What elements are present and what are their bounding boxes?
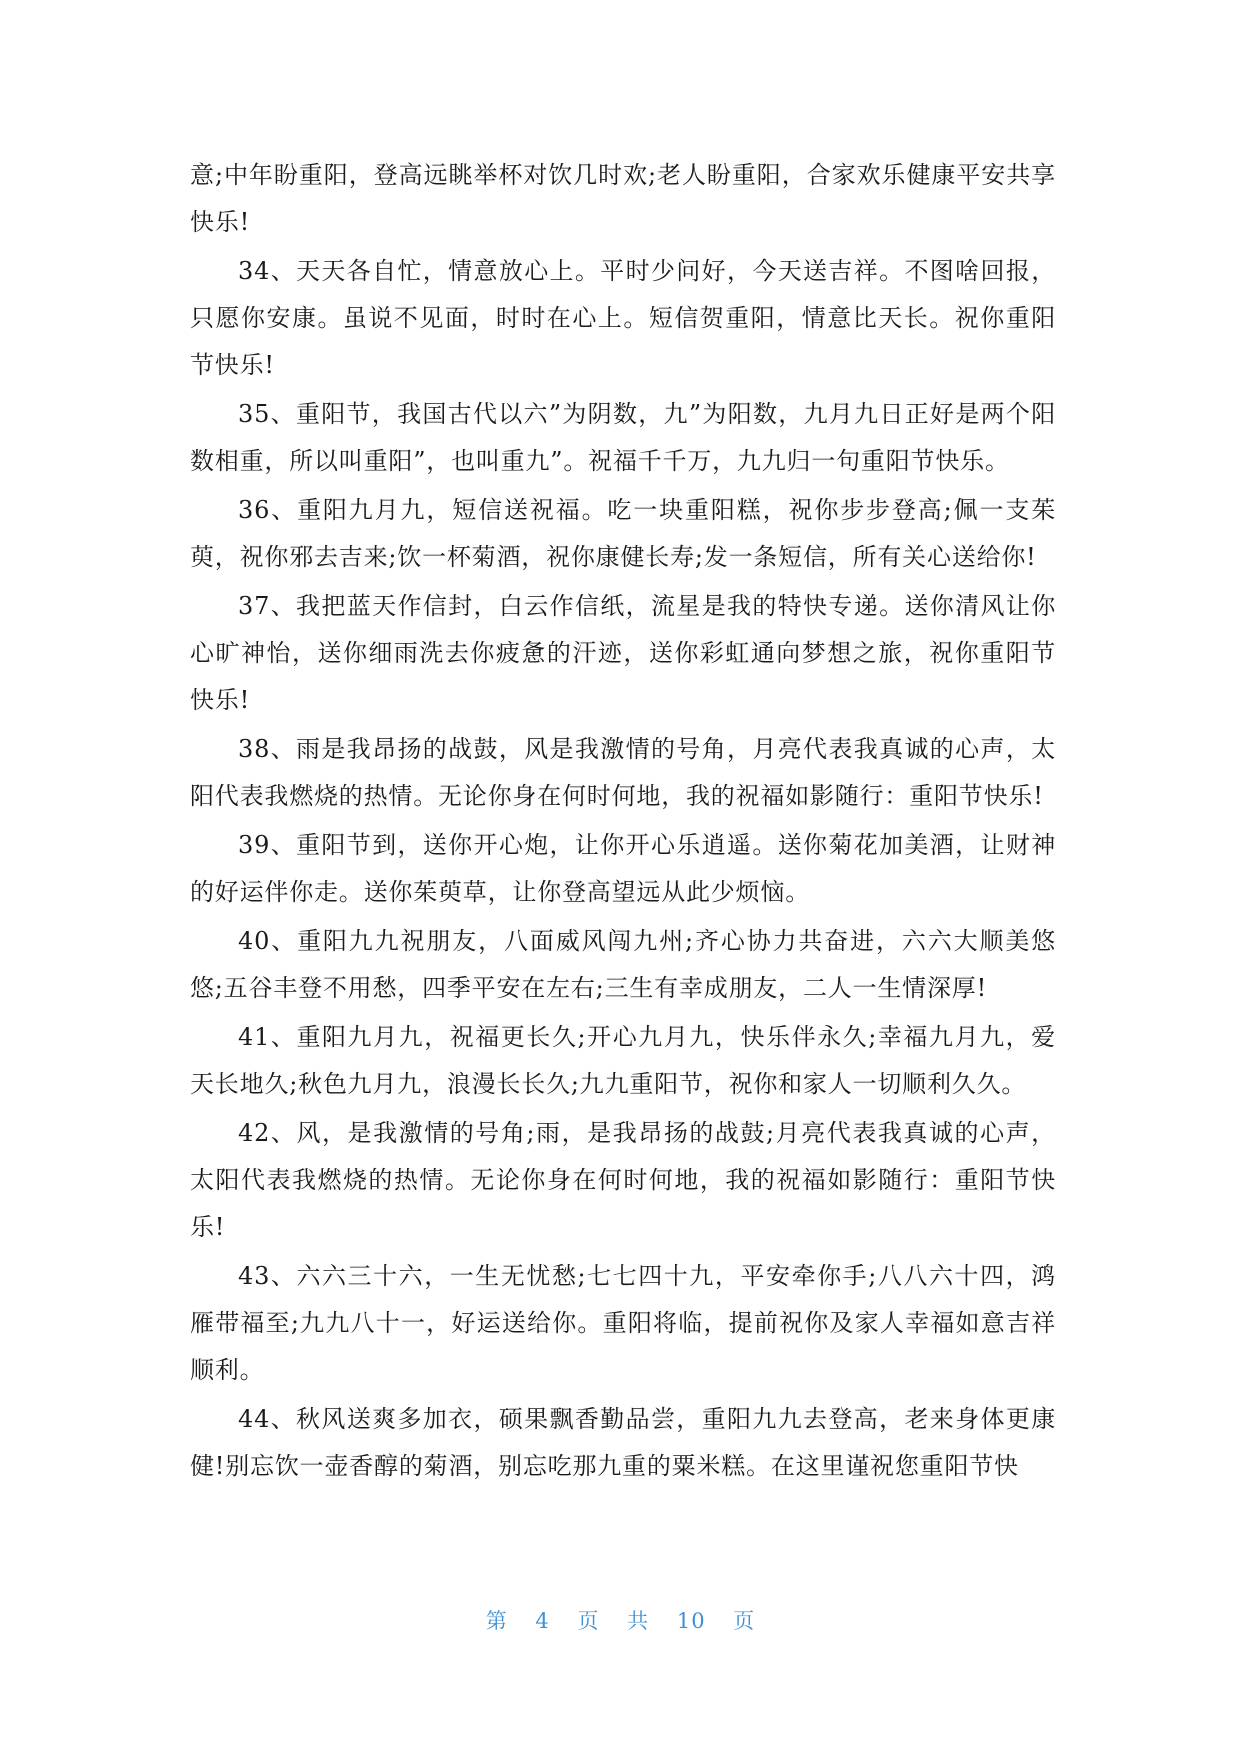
footer-current-page: 4 [535,1609,550,1633]
document-body [190,152,1056,1492]
footer-page-label: 第 [485,1609,508,1633]
paragraph-36: 36、重阳九月九，短信送祝福。吃一块重阳糕，祝你步步登高;佩一支茱萸，祝你邪去吉来;饮一杯菊酒，祝你康健长寿;发一条短信，所有关心送给你! [190,496,1056,571]
paragraph-38: 38、雨是我昂扬的战鼓，风是我激情的号角，月亮代表我真诚的心声，太阳代表我燃烧的热情。无论你身在何时何地，我的祝福如影随行：重阳节快乐! [190,735,1056,810]
paragraph-33-continuation: 意;中年盼重阳，登高远眺举杯对饮几时欢;老人盼重阳，合家欢乐健康平安共享快乐! [190,161,1056,236]
paragraph-39: 39、重阳节到，送你开心炮，让你开心乐逍遥。送你菊花加美酒，让财神的好运伴你走。送你茱萸草，让你登高望远从此少烦恼。 [190,831,1056,906]
paragraph-44: 44、秋风送爽多加衣，硕果飘香勤品尝，重阳九九去登高，老来身体更康健!别忘饮一壶香醇的菊酒，别忘吃那九重的粟米糕。在这里谨祝您重阳节快 [190,1405,1056,1480]
paragraph-41: 41、重阳九月九，祝福更长久;开心九月九，快乐伴永久;幸福九月九，爱天长地久;秋色九月九，浪漫长长久;九九重阳节，祝你和家人一切顺利久久。 [190,1023,1056,1098]
footer-total-pages: 10 [676,1609,706,1633]
paragraph-35: 35、重阳节，我国古代以六”为阴数，九”为阳数，九月九日正好是两个阳数相重，所以叫重阳”，也叫重九”。祝福千千万，九九归一句重阳节快乐。 [190,400,1056,475]
paragraph-43: 43、六六三十六，一生无忧愁;七七四十九，平安牵你手;八八六十四，鸿雁带福至;九九八十一，好运送给你。重阳将临，提前祝你及家人幸福如意吉祥顺利。 [190,1262,1056,1384]
footer-page-unit: 页 [577,1609,600,1633]
paragraph-40: 40、重阳九九祝朋友，八面威风闯九州;齐心协力共奋进，六六大顺美悠悠;五谷丰登不用愁，四季平安在左右;三生有幸成朋友，二人一生情深厚! [190,927,1056,1002]
footer-total-label: 共 [627,1609,650,1633]
paragraph-34: 34、天天各自忙，情意放心上。平时少问好，今天送吉祥。不图啥回报，只愿你安康。虽说不见面，时时在心上。短信贺重阳，情意比天长。祝你重阳节快乐! [190,257,1056,379]
page-footer [0,1605,1241,1635]
paragraph-42: 42、风，是我激情的号角;雨，是我昂扬的战鼓;月亮代表我真诚的心声，太阳代表我燃烧的热情。无论你身在何时何地，我的祝福如影随行：重阳节快乐! [190,1119,1056,1241]
paragraph-37: 37、我把蓝天作信封，白云作信纸，流星是我的特快专递。送你清风让你心旷神怡，送你细雨洗去你疲惫的汗迹，送你彩虹通向梦想之旅，祝你重阳节快乐! [190,592,1056,714]
footer-total-unit: 页 [733,1609,756,1633]
